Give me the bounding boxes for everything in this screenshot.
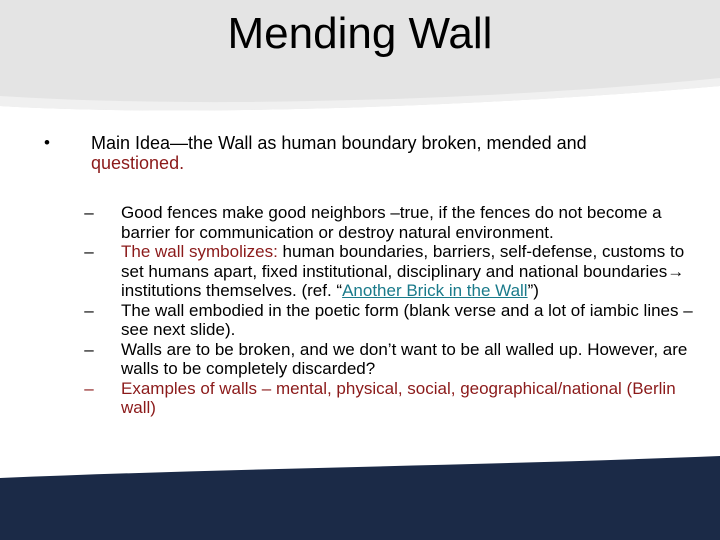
- sub-point-text-end: ”): [527, 281, 539, 300]
- sub-point-5: [78, 379, 698, 418]
- arrow-icon: →: [667, 261, 685, 281]
- sub-point-text: The wall embodied in the poetic form (blank verse and a lot of iambic lines – see next slide).: [121, 300, 693, 339]
- dash-bullet: –: [84, 339, 94, 359]
- sub-point-text: Good fences make good neighbors –true, if the fences do not become a barrier for communication or destroy natural environment.: [121, 203, 662, 242]
- sub-point-text: Walls are to be broken, and we don’t want to be all walled up. However, are walls to be completely discarded?: [121, 339, 688, 378]
- song-link[interactable]: Another Brick in the Wall: [342, 281, 528, 300]
- slide-title: Mending Wall: [227, 9, 493, 58]
- main-point-highlight: questioned.: [91, 153, 185, 173]
- sub-point-label: The wall symbolizes:: [121, 242, 278, 261]
- dash-bullet: –: [84, 242, 94, 261]
- sub-point-4: [78, 340, 698, 379]
- sub-point-3: [78, 301, 698, 340]
- sub-point-text: Examples of walls – mental, physical, social, geographical/national (Berlin wall): [121, 378, 676, 417]
- sub-point-list: [78, 203, 698, 418]
- sub-point-text: human boundaries, barriers, self-defense, customs to set humans apart, fixed institutional, disciplinary and national boundaries: [121, 242, 685, 281]
- sub-point-1: [78, 203, 698, 242]
- dash-bullet: –: [84, 203, 94, 222]
- sub-point-2: [78, 242, 698, 301]
- dash-bullet: –: [84, 378, 94, 398]
- dash-bullet: –: [84, 300, 94, 320]
- sub-point-text-cont: institutions themselves. (ref. “: [121, 281, 343, 300]
- main-bullet: •: [44, 133, 50, 152]
- main-point-lead: Main Idea—the Wall as human boundary broken, mended and: [91, 133, 587, 153]
- main-point-text: [91, 133, 651, 173]
